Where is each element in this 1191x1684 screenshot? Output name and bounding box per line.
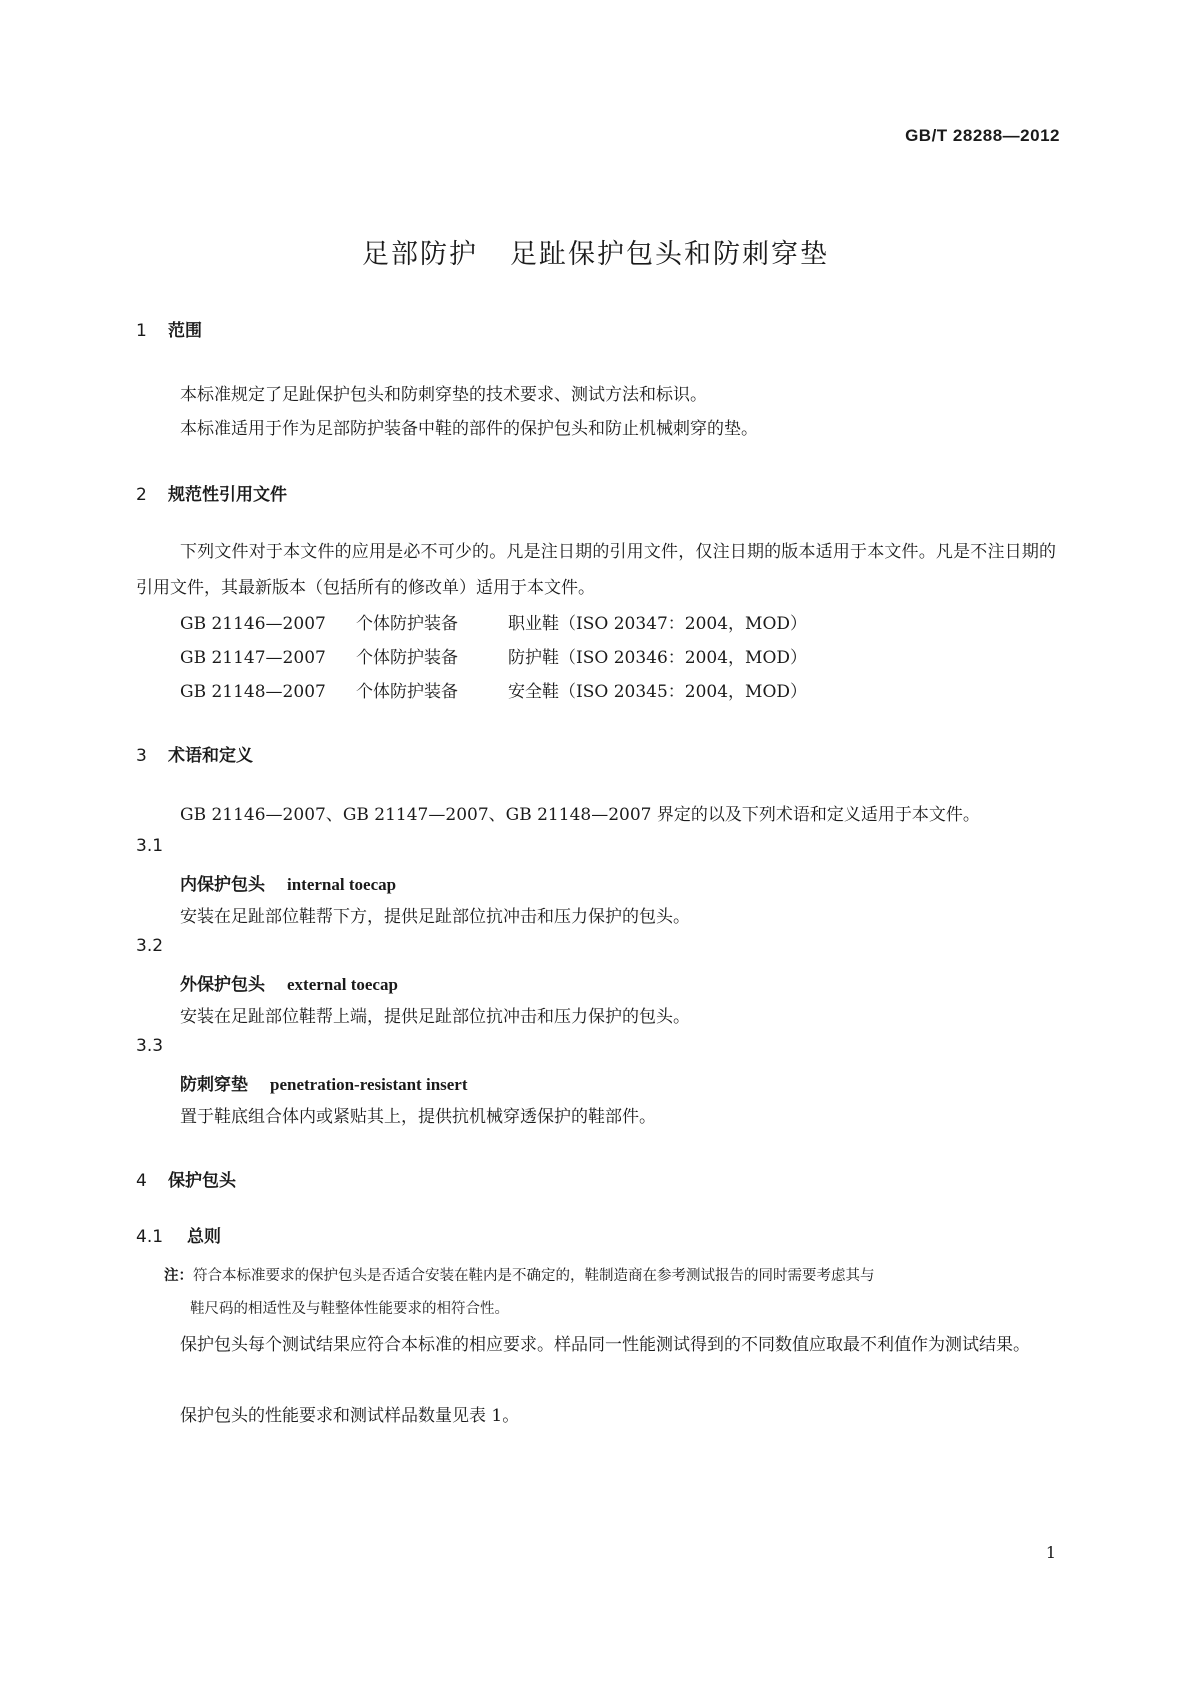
section-number: 1 bbox=[136, 321, 147, 341]
term-chinese: 防刺穿垫 bbox=[180, 1075, 248, 1095]
reference-code: GB 21147—2007 bbox=[180, 648, 326, 668]
page-number: 1 bbox=[1045, 1543, 1056, 1562]
reference-item bbox=[180, 609, 807, 634]
section-4-paragraph-2: 保护包头的性能要求和测试样品数量见表 1。 bbox=[180, 1406, 520, 1426]
reference-name: 安全鞋（ISO 20345：2004，MOD） bbox=[508, 682, 808, 702]
section-number: 2 bbox=[136, 485, 147, 505]
term-number: 3.3 bbox=[136, 1036, 164, 1056]
subsection-number: 4.1 bbox=[136, 1227, 164, 1247]
reference-item bbox=[180, 677, 807, 702]
term-english: penetration-resistant insert bbox=[270, 1075, 468, 1094]
section-3-paragraph-1: GB 21146—2007、GB 21147—2007、GB 21148—2007 界定的以及下列术语和定义适用于本文件。 bbox=[180, 805, 980, 825]
reference-category: 个体防护装备 bbox=[356, 648, 458, 668]
note-block bbox=[164, 1260, 1064, 1326]
term-chinese: 内保护包头 bbox=[180, 875, 265, 895]
reference-category: 个体防护装备 bbox=[356, 614, 458, 634]
note-line-1: 符合本标准要求的保护包头是否适合安装在鞋内是不确定的，鞋制造商在参考测试报告的同时需要考虑其与 bbox=[193, 1268, 875, 1284]
section-title: 规范性引用文件 bbox=[168, 485, 287, 505]
note-label: 注： bbox=[164, 1268, 193, 1284]
term-number: 3.2 bbox=[136, 936, 164, 956]
reference-item bbox=[180, 643, 807, 668]
section-number: 4 bbox=[136, 1171, 147, 1191]
section-number: 3 bbox=[136, 746, 147, 766]
section-3-heading bbox=[136, 741, 253, 766]
section-title: 范围 bbox=[168, 321, 202, 341]
term-definition: 安装在足趾部位鞋帮上端，提供足趾部位抗冲击和压力保护的包头。 bbox=[180, 1007, 690, 1027]
reference-name: 职业鞋（ISO 20347：2004，MOD） bbox=[508, 614, 808, 634]
section-2-heading bbox=[136, 480, 287, 505]
note-line-2: 鞋尺码的相适性及与鞋整体性能要求的相符合性。 bbox=[190, 1301, 509, 1317]
document-title bbox=[0, 232, 1191, 271]
term-english: internal toecap bbox=[287, 875, 397, 894]
term-definition: 置于鞋底组合体内或紧贴其上，提供抗机械穿透保护的鞋部件。 bbox=[180, 1107, 656, 1127]
term-english: external toecap bbox=[287, 975, 398, 994]
term-heading bbox=[180, 970, 398, 995]
section-title: 保护包头 bbox=[168, 1171, 236, 1191]
term-definition: 安装在足趾部位鞋帮下方，提供足趾部位抗冲击和压力保护的包头。 bbox=[180, 907, 690, 927]
reference-category: 个体防护装备 bbox=[356, 682, 458, 702]
section-2-paragraph-1: 下列文件对于本文件的应用是必不可少的。凡是注日期的引用文件，仅注日期的版本适用于本文件。凡是不注日期的引用文件，其最新版本（包括所有的修改单）适用于本文件。 bbox=[136, 542, 1056, 598]
term-chinese: 外保护包头 bbox=[180, 975, 265, 995]
subsection-title: 总则 bbox=[187, 1227, 222, 1247]
term-number: 3.1 bbox=[136, 836, 164, 856]
section-title: 术语和定义 bbox=[168, 746, 253, 766]
section-4-paragraph-1: 保护包头每个测试结果应符合本标准的相应要求。样品同一性能测试得到的不同数值应取最不利值作为测试结果。 bbox=[180, 1335, 1030, 1355]
title-part-1: 足部防护 bbox=[362, 239, 478, 270]
reference-name: 防护鞋（ISO 20346：2004，MOD） bbox=[508, 648, 808, 668]
section-4-heading bbox=[136, 1166, 236, 1191]
reference-code: GB 21148—2007 bbox=[180, 682, 326, 702]
term-heading bbox=[180, 1070, 468, 1095]
section-1-paragraph-2: 本标准适用于作为足部防护装备中鞋的部件的保护包头和防止机械刺穿的垫。 bbox=[180, 419, 758, 439]
section-1-heading bbox=[136, 316, 202, 341]
subsection-4-1-heading bbox=[136, 1222, 221, 1247]
title-part-2: 足趾保护包头和防刺穿垫 bbox=[510, 239, 829, 270]
standard-code: GB/T 28288—2012 bbox=[905, 126, 1060, 145]
section-1-paragraph-1: 本标准规定了足趾保护包头和防刺穿垫的技术要求、测试方法和标识。 bbox=[180, 385, 707, 405]
reference-code: GB 21146—2007 bbox=[180, 614, 326, 634]
term-heading bbox=[180, 870, 396, 895]
